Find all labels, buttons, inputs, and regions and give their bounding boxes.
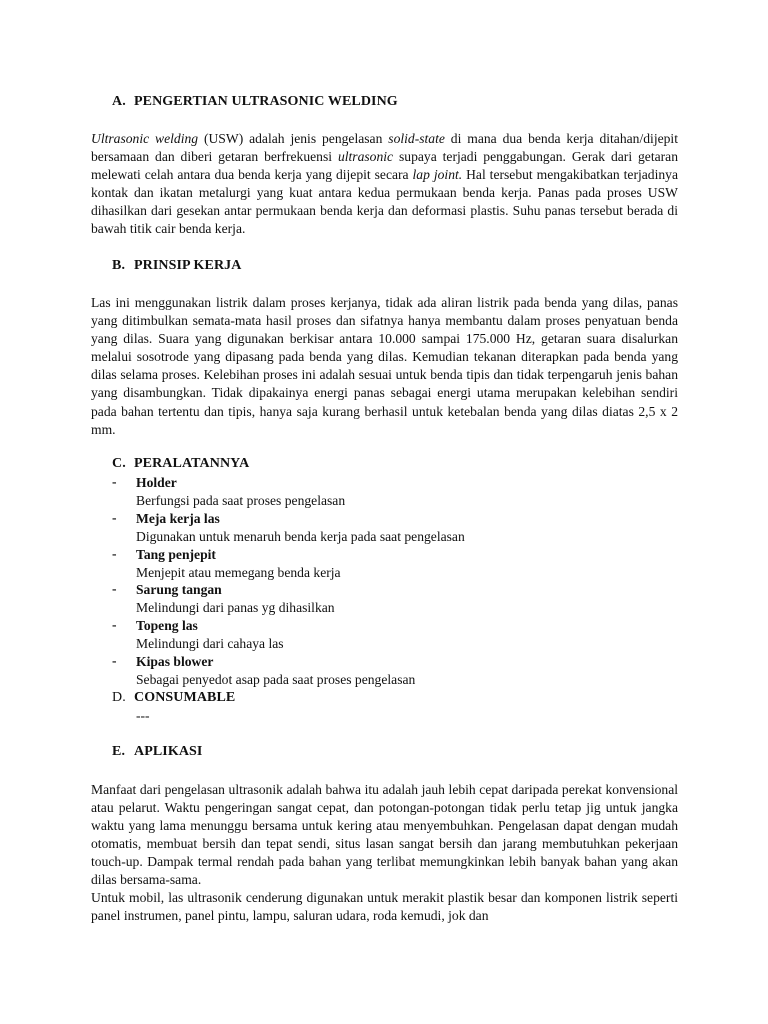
equipment-description: Digunakan untuk menaruh benda kerja pada saat pengelasan [136, 528, 465, 544]
list-dash: - [112, 545, 117, 561]
section-a-letter: A. [112, 94, 126, 109]
list-dash: - [112, 617, 117, 633]
section-a-text-1: (USW) adalah jenis pengelasan [198, 131, 389, 146]
equipment-name: Meja kerja las [136, 510, 220, 526]
term-solid-state: solid-state [388, 131, 445, 146]
section-d-title: CONSUMABLE [134, 690, 236, 705]
section-a-title: PENGERTIAN ULTRASONIC WELDING [134, 94, 398, 109]
equipment-name: Sarung tangan [136, 582, 222, 598]
equipment-name: Kipas blower [136, 653, 214, 669]
section-b-letter: B. [112, 258, 126, 273]
section-a-heading [112, 94, 398, 110]
equipment-name: Topeng las [136, 618, 198, 634]
equipment-description: Menjepit atau memegang benda kerja [136, 564, 341, 580]
section-b-heading [112, 258, 241, 274]
list-dash: - [112, 474, 117, 489]
equipment-description: Melindungi dari cahaya las [136, 636, 284, 652]
section-b-title: PRINSIP KERJA [134, 258, 242, 273]
section-d-letter: D. [112, 690, 126, 705]
list-dash: - [112, 581, 117, 597]
section-e-title: APLIKASI [134, 744, 203, 759]
equipment-list [112, 474, 672, 689]
consumable-content: --- [136, 708, 150, 723]
list-item [112, 510, 672, 546]
list-item [112, 474, 672, 510]
section-a-text-2: di mana dua benda kerja ditahan/dijepit bersamaan dan diberi getaran berfrekuensi [91, 131, 678, 165]
equipment-description: Melindungi dari panas yg dihasilkan [136, 600, 335, 616]
section-e-paragraph-1: Manfaat dari pengelasan ultrasonik adalah bahwa itu adalah jauh lebih cepat daripada perekat konvensional atau pelarut. Waktu pengeringan sangat cepat, dan potongan-potongan tidak perlu tetap jig untuk jangka waktu yang lama menunggu bersama untuk kering atau menyembuhkan. Pengelasan dapat dengan mudah otomatis, membuat bersih dan tepat sendi, situs lasan sangat bersih dan jarang membutuhkan pekerjaan touch-up. Dampak termal rendah pada bahan yang terlibat memungkinkan lebih banyak bahan yang akan dilas bersama-sama. [91, 782, 678, 888]
list-dash: - [112, 509, 117, 525]
section-e-heading [112, 744, 202, 760]
list-item [112, 581, 672, 617]
term-lap-joint: lap joint. [412, 167, 463, 183]
section-c-heading [112, 456, 249, 472]
section-b-paragraph: Las ini menggunakan listrik dalam proses kerjanya, tidak ada aliran listrik pada benda yang dilas, panas yang ditimbulkan semata-mata hasil proses dan sifatnya hanya membantu dalam proses penyatuan benda yang dilas. Suara yang digunakan berkisar antara 10.000 sampai 175.000 Hz, getaran suara disalurkan melalui sosotrode yang dipasang pada benda yang dilas. Kemudian tekanan diterapkan pada benda yang dilas selama proses. Kelebihan proses ini adalah sesuai untuk benda tipis dan tidak terpengaruh jenis bahan yang disambungkan. Tidak dipakainya energi panas sebagai energi utama merupakan kelebihan sendiri pada bahan tertentu dan tipis, hanya saja kurang berhasil untuk ketebalan benda yang dilas diatas 2,5 x 2 mm. [91, 295, 678, 437]
term-ultrasonic-welding: Ultrasonic welding [91, 131, 199, 146]
list-dash: - [112, 652, 117, 668]
section-a-text-3: supaya terjadi penggabungan. Gerak dari getaran melewati celah antara dua benda kerja yang dijepit secara [91, 149, 678, 183]
section-e-paragraph-2: Untuk mobil, las ultrasonik cenderung digunakan untuk merakit plastik besar dan komponen listrik seperti panel instrumen, panel pintu, lampu, saluran udara, roda kemudi, jok dan [91, 890, 678, 924]
section-a-paragraph [91, 130, 678, 239]
section-e-letter: E. [112, 744, 126, 759]
section-c-title: PERALATANNYA [134, 456, 250, 471]
section-c-letter: C. [112, 456, 126, 471]
list-item [112, 546, 672, 582]
list-item [112, 653, 672, 689]
equipment-name: Tang penjepit [136, 546, 216, 562]
section-a-text-4: Hal tersebut mengakibatkan terjadinya kontak dan ikatan metalurgi yang kuat antara kedua permukaan benda kerja. Panas pada proses USW dihasilkan dari gesekan antar permukaan benda kerja dan deformasi plastis. Suhu panas tersebut berada di bawah titik cair benda kerja. [91, 167, 678, 237]
equipment-name: Holder [136, 475, 177, 490]
section-d-heading [112, 690, 235, 706]
equipment-description: Sebagai penyedot asap pada saat proses pengelasan [136, 671, 416, 687]
list-item [112, 617, 672, 653]
term-ultrasonic: ultrasonic [337, 149, 394, 165]
equipment-description: Berfungsi pada saat proses pengelasan [136, 493, 346, 508]
